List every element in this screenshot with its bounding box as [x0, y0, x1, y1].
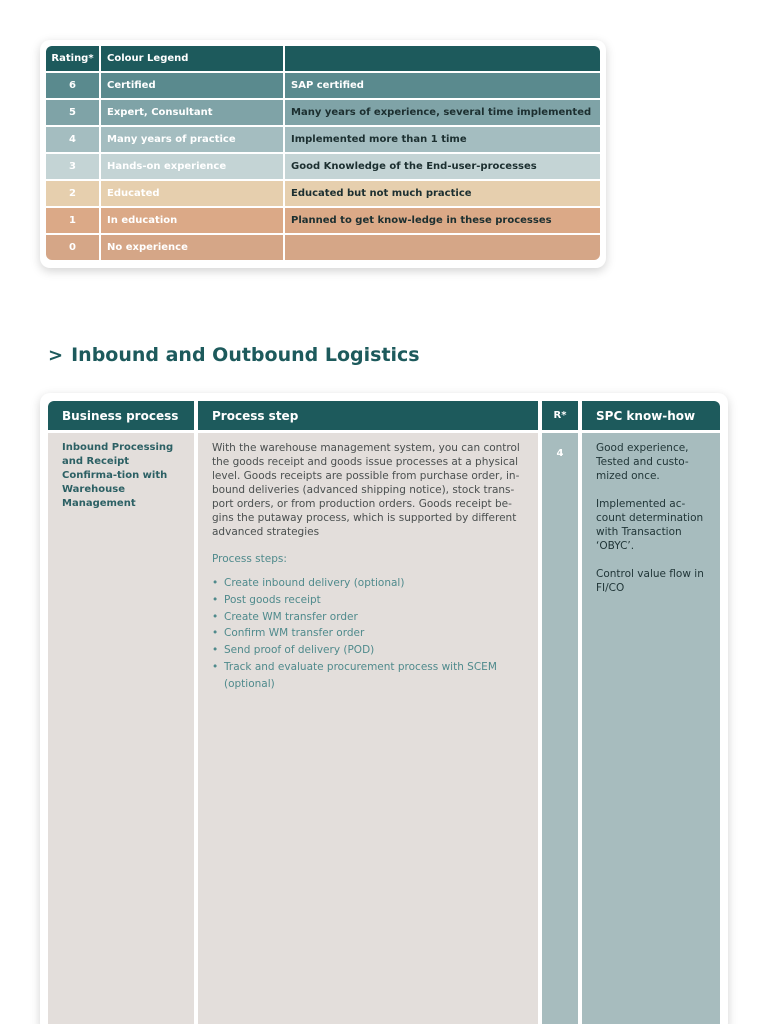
- legend-label: Certified: [101, 73, 283, 98]
- legend-row: [46, 154, 600, 179]
- legend-row: [46, 73, 600, 98]
- rating-cell: [542, 433, 578, 1024]
- legend-description: SAP certified: [285, 73, 600, 98]
- legend-label: In education: [101, 208, 283, 233]
- legend-description: Many years of experience, several time implemented: [285, 100, 600, 125]
- chevron-right-icon: >: [48, 344, 64, 366]
- legend-row: [46, 100, 600, 125]
- legend-row: [46, 127, 600, 152]
- list-item: [212, 625, 526, 642]
- process-intro-text: With the warehouse management system, you can control the goods receipt and goods issue processes at a physical level. Goods receipts are possible from purchase order, in-bound deliveries (advanced shipping notice), stock trans-port orders, or from production orders. Goods receipt be-gins the putaway process, which is supported by different advanced strategies: [212, 442, 520, 538]
- legend-rating: 2: [46, 181, 99, 206]
- bullet-icon: •: [212, 610, 219, 623]
- legend-description: Implemented more than 1 time: [285, 127, 600, 152]
- legend-header-row: [46, 46, 600, 71]
- legend-row: [46, 181, 600, 206]
- legend-rating: 1: [46, 208, 99, 233]
- list-item: [212, 592, 526, 609]
- step-text: Send proof of delivery (POD): [224, 644, 375, 657]
- step-text: Confirm WM transfer order: [224, 627, 365, 640]
- process-table: [40, 393, 728, 1024]
- legend-label: Many years of practice: [101, 127, 283, 152]
- list-item: [212, 609, 526, 626]
- spc-paragraph: Control value flow in FI/CO: [596, 568, 704, 594]
- section-title-text: Inbound and Outbound Logistics: [71, 344, 420, 366]
- legend-header-rating: Rating*: [46, 46, 99, 71]
- bullet-icon: •: [212, 644, 219, 657]
- header-spc-know-how: SPC know-how: [582, 401, 720, 430]
- bullet-icon: •: [212, 593, 219, 606]
- legend-label: Expert, Consultant: [101, 100, 283, 125]
- header-rating: R*: [542, 401, 578, 430]
- header-process-step: Process step: [198, 401, 538, 430]
- spc-paragraph: Implemented ac-count determination with Transaction ‘OBYC’.: [596, 498, 704, 552]
- legend-label: Hands-on experience: [101, 154, 283, 179]
- legend-description: [285, 235, 600, 260]
- process-steps-label: Process steps:: [212, 553, 287, 565]
- legend-rating: 0: [46, 235, 99, 260]
- step-text: Create WM transfer order: [224, 610, 358, 623]
- legend-description: Educated but not much practice: [285, 181, 600, 206]
- legend-header-colour-legend: Colour Legend: [101, 46, 283, 71]
- process-step-cell: [198, 433, 538, 1024]
- business-process-cell: [48, 433, 194, 1024]
- section-heading: [48, 344, 420, 366]
- legend-header-description: [285, 46, 600, 71]
- header-business-process: Business process: [48, 401, 194, 430]
- rating-value: 4: [556, 448, 564, 459]
- step-text: Create inbound delivery (optional): [224, 577, 405, 589]
- bullet-icon: •: [212, 627, 219, 640]
- process-steps-list: [212, 575, 526, 693]
- legend-label: Educated: [101, 181, 283, 206]
- spc-know-how-cell: [582, 433, 720, 1024]
- legend-rating: 4: [46, 127, 99, 152]
- legend-rating: 5: [46, 100, 99, 125]
- list-item: [212, 575, 526, 592]
- business-process-text: Inbound Processing and Receipt Confirma-tion with Warehouse Management: [62, 442, 174, 509]
- step-text: Post goods receipt: [224, 593, 321, 606]
- step-text: Track and evaluate procurement process with SCEM (optional): [224, 660, 497, 690]
- bullet-icon: •: [212, 660, 219, 673]
- spc-paragraph: Good experience, Tested and custo-mized once.: [596, 442, 689, 482]
- legend-rating: 3: [46, 154, 99, 179]
- list-item: [212, 659, 526, 693]
- legend-rating: 6: [46, 73, 99, 98]
- list-item: [212, 642, 526, 659]
- legend-description: Good Knowledge of the End-user-processes: [285, 154, 600, 179]
- bullet-icon: •: [212, 577, 219, 589]
- legend-row: [46, 235, 600, 260]
- legend-description: Planned to get know-ledge in these processes: [285, 208, 600, 233]
- legend-row: [46, 208, 600, 233]
- legend-label: No experience: [101, 235, 283, 260]
- colour-legend-table: [40, 40, 606, 268]
